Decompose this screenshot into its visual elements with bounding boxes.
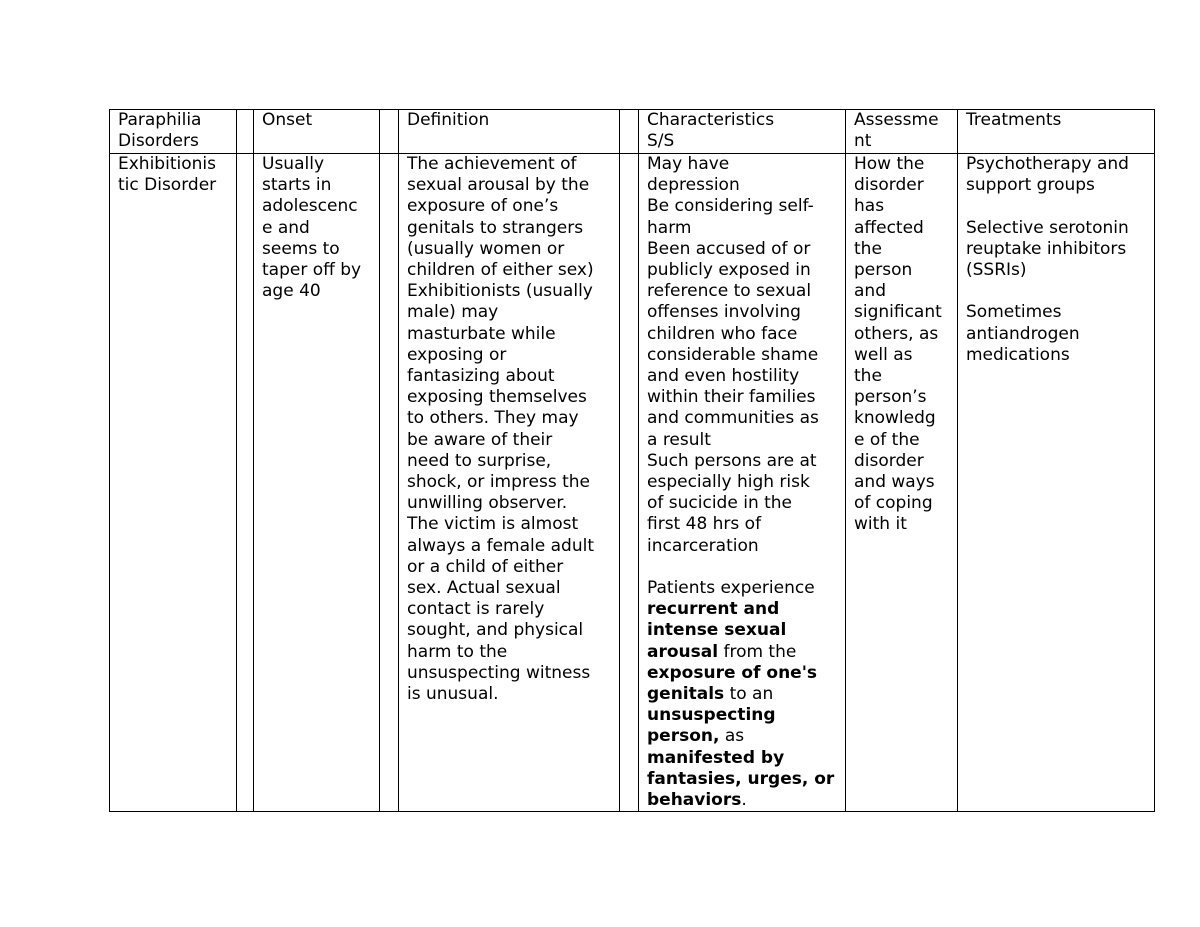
paragraph-spacer bbox=[966, 281, 1154, 302]
characteristics-line: of sucicide in the bbox=[647, 493, 793, 514]
definition-line: sought, and physical bbox=[407, 620, 584, 641]
assessment-line: and bbox=[854, 281, 886, 302]
criteria-emphasis: recurrent and intense sexual arousal bbox=[647, 599, 787, 662]
definition-line: male) may bbox=[407, 302, 499, 323]
cell-definition bbox=[399, 154, 620, 812]
definition-line: harm to the bbox=[407, 641, 508, 662]
definition-line: exposing themselves bbox=[407, 387, 587, 408]
spacer-cell bbox=[620, 110, 639, 154]
criteria-text: Patients experience bbox=[647, 578, 815, 599]
header-treatments-label: Treatments bbox=[966, 110, 1062, 130]
header-treatments bbox=[958, 110, 1155, 154]
definition-line: exposure of one’s bbox=[407, 196, 559, 217]
characteristics-line: publicly exposed in bbox=[647, 260, 811, 281]
characteristics-line: reference to sexual bbox=[647, 281, 812, 302]
criteria-text: . bbox=[741, 790, 747, 811]
characteristics-line: May have bbox=[647, 154, 730, 174]
spacer-cell bbox=[380, 154, 399, 812]
onset-line: e and bbox=[262, 217, 310, 238]
definition-line: to others. They may bbox=[407, 408, 579, 429]
characteristics-line: and even hostility bbox=[647, 366, 800, 387]
assessment-line: the bbox=[854, 238, 882, 259]
characteristics-line: a result bbox=[647, 429, 711, 450]
definition-line: need to surprise, bbox=[407, 450, 552, 471]
header-characteristics-line-2: S/S bbox=[647, 131, 675, 152]
definition-line: is unusual. bbox=[407, 684, 499, 705]
definition-line: sex. Actual sexual bbox=[407, 578, 561, 599]
assessment-line: of coping bbox=[854, 493, 933, 514]
header-characteristics bbox=[639, 110, 846, 154]
characteristics-line: harm bbox=[647, 217, 692, 238]
characteristics-line: and communities as bbox=[647, 408, 819, 429]
header-assessment-line-1: Assessme bbox=[854, 110, 939, 130]
definition-line: or a child of either bbox=[407, 556, 564, 577]
treatment-line: support groups bbox=[966, 175, 1095, 196]
onset-line: seems to bbox=[262, 238, 340, 259]
characteristics-line: depression bbox=[647, 175, 740, 196]
onset-line: starts in bbox=[262, 175, 332, 196]
header-characteristics-line-1: Characteristics bbox=[647, 110, 775, 130]
onset-line: taper off by bbox=[262, 260, 362, 281]
characteristics-line: first 48 hrs of bbox=[647, 514, 762, 535]
characteristics-line: Be considering self- bbox=[647, 196, 814, 217]
spacer-cell bbox=[380, 110, 399, 154]
disorder-line-2: tic Disorder bbox=[118, 175, 217, 196]
definition-line: genitals to strangers bbox=[407, 217, 584, 238]
characteristics-line: within their families bbox=[647, 387, 816, 408]
definition-line: fantasizing about bbox=[407, 366, 555, 387]
criteria-text: as bbox=[719, 726, 745, 747]
criteria-text: from the bbox=[718, 641, 797, 662]
definition-line: be aware of their bbox=[407, 429, 553, 450]
cell-characteristics bbox=[639, 154, 846, 812]
characteristics-line: especially high risk bbox=[647, 472, 810, 493]
header-definition bbox=[399, 110, 620, 154]
paraphilia-disorders-table bbox=[109, 109, 1155, 812]
definition-line: unsuspecting witness bbox=[407, 662, 591, 683]
header-disorders-line-1: Paraphilia bbox=[118, 110, 202, 130]
assessment-line: has bbox=[854, 196, 885, 217]
definition-line: The achievement of bbox=[407, 154, 577, 174]
assessment-line: How the bbox=[854, 154, 925, 174]
spacer-cell bbox=[620, 154, 639, 812]
criteria-emphasis: unsuspecting person, bbox=[647, 705, 776, 747]
assessment-line: significant bbox=[854, 302, 942, 323]
characteristics-line: Been accused of or bbox=[647, 238, 811, 259]
treatment-line: Psychotherapy and bbox=[966, 154, 1129, 174]
header-onset bbox=[254, 110, 380, 154]
characteristics-line: incarceration bbox=[647, 535, 759, 556]
criteria-text: to an bbox=[724, 684, 774, 705]
treatment-line: (SSRIs) bbox=[966, 260, 1027, 280]
definition-line: contact is rarely bbox=[407, 599, 545, 620]
cell-disorder bbox=[110, 154, 237, 812]
definition-line: The victim is almost bbox=[407, 514, 579, 535]
header-disorders-line-2: Disorders bbox=[118, 131, 199, 152]
paragraph-spacer bbox=[966, 196, 1154, 217]
characteristics-line: offenses involving bbox=[647, 302, 801, 323]
characteristics-line: considerable shame bbox=[647, 344, 819, 365]
treatment-line: Selective serotonin bbox=[966, 217, 1129, 238]
assessment-line: person’s bbox=[854, 387, 927, 408]
table-header-row bbox=[110, 110, 1155, 154]
assessment-line: affected bbox=[854, 217, 924, 238]
disorder-line-1: Exhibitionis bbox=[118, 154, 216, 174]
diagnostic-criteria-paragraph bbox=[647, 578, 845, 811]
treatment-line: medications bbox=[966, 344, 1070, 365]
treatment-line: reuptake inhibitors bbox=[966, 238, 1127, 259]
definition-line: masturbate while bbox=[407, 323, 556, 344]
definition-line: exposing or bbox=[407, 344, 507, 365]
characteristics-line: children who face bbox=[647, 323, 798, 344]
treatment-line: antiandrogen bbox=[966, 323, 1080, 344]
header-assessment-line-2: nt bbox=[854, 131, 872, 152]
definition-line: always a female adult bbox=[407, 535, 594, 556]
assessment-line: and ways bbox=[854, 472, 935, 493]
characteristics-line: Such persons are at bbox=[647, 450, 817, 471]
assessment-line: others, as bbox=[854, 323, 939, 344]
onset-line: adolescenc bbox=[262, 196, 358, 217]
header-onset-label: Onset bbox=[262, 110, 313, 130]
assessment-line: knowledg bbox=[854, 408, 936, 429]
criteria-emphasis: exposure of one's genitals bbox=[647, 662, 818, 705]
cell-treatments bbox=[958, 154, 1155, 812]
definition-line: (usually women or bbox=[407, 238, 565, 259]
definition-line: children of either sex) bbox=[407, 260, 594, 281]
paragraph-spacer bbox=[647, 557, 845, 578]
header-assessment bbox=[846, 110, 958, 154]
definition-line: sexual arousal by the bbox=[407, 175, 590, 196]
header-definition-label: Definition bbox=[407, 110, 490, 130]
definition-line: Exhibitionists (usually bbox=[407, 281, 593, 302]
assessment-line: well as bbox=[854, 344, 913, 365]
criteria-emphasis: manifested by fantasies, urges, or behaviors bbox=[647, 747, 835, 811]
cell-assessment bbox=[846, 154, 958, 812]
assessment-line: disorder bbox=[854, 450, 924, 471]
assessment-line: e of the bbox=[854, 429, 920, 450]
assessment-line: the bbox=[854, 366, 882, 387]
onset-line: age 40 bbox=[262, 281, 321, 302]
definition-line: shock, or impress the bbox=[407, 472, 590, 493]
spacer-cell bbox=[237, 110, 254, 154]
assessment-line: person bbox=[854, 260, 913, 281]
definition-line: unwilling observer. bbox=[407, 493, 568, 514]
cell-onset bbox=[254, 154, 380, 812]
onset-line: Usually bbox=[262, 154, 324, 174]
treatment-line: Sometimes bbox=[966, 302, 1062, 323]
table-row bbox=[110, 154, 1155, 812]
spacer-cell bbox=[237, 154, 254, 812]
assessment-line: with it bbox=[854, 514, 907, 535]
header-disorders bbox=[110, 110, 237, 154]
assessment-line: disorder bbox=[854, 175, 924, 196]
